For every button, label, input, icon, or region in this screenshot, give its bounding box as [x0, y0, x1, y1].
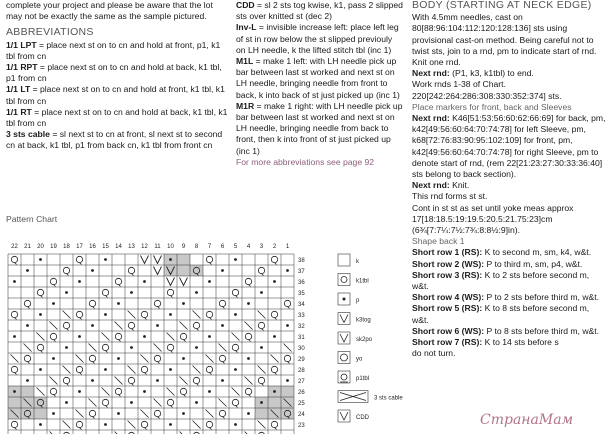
short-row-item: Short row 5 (RS): K to 8 sts before second m, w&t.	[412, 303, 590, 325]
cable-stroke	[245, 322, 253, 330]
st-st-text: This rnd forms st st.	[412, 191, 488, 202]
cable-stroke	[258, 311, 266, 319]
k1tbl-symbol	[206, 256, 212, 262]
row-number: 27	[298, 379, 305, 385]
short-row-item: Short row 7 (RS): K to 14 sts before s	[412, 337, 559, 348]
purl-dot	[117, 302, 120, 305]
purl-dot	[169, 423, 172, 426]
cable-stroke	[102, 333, 110, 341]
legend-swatch	[338, 371, 350, 383]
cable-stroke	[50, 377, 58, 385]
column-number: 2	[272, 244, 277, 250]
k1tbl-symbol	[11, 256, 17, 262]
legend-label: yo	[356, 356, 363, 363]
purl-dot	[78, 280, 81, 283]
k1tbl-symbol	[232, 399, 238, 405]
k1tbl-symbol	[271, 311, 277, 317]
purl-dot	[117, 412, 120, 415]
cable-stroke	[193, 311, 201, 319]
purl-dot	[91, 324, 94, 327]
cable-stroke	[11, 355, 19, 363]
purl-dot	[78, 335, 81, 338]
purl-dot	[52, 412, 55, 415]
purl-dot	[39, 368, 42, 371]
cable-stroke	[115, 322, 123, 330]
purl-dot	[208, 390, 211, 393]
purl-dot	[143, 335, 146, 338]
k1tbl-symbol	[128, 322, 134, 328]
cable-stroke	[141, 410, 149, 418]
legend-label: k1tbl	[356, 278, 369, 285]
cable-stroke	[206, 355, 214, 363]
purl-dot	[52, 357, 55, 360]
row-number: 33	[298, 313, 305, 319]
k1tbl-symbol	[206, 366, 212, 372]
purl-dot	[91, 379, 94, 382]
purl-dot	[234, 258, 237, 261]
place-markers-subheading: Place markers for front, back and Sleeves	[412, 101, 572, 112]
cable-stroke	[284, 344, 292, 352]
cast-on-text: With 4.5mm needles, cast on 80[88:96:104:112:120:128:136] sts using provisional cast-on method. Being careful not to twist sts, join to a rnd, pm to indicate start of rnd.	[412, 12, 597, 56]
cable-stroke	[76, 355, 84, 363]
cable-stroke	[219, 344, 227, 352]
cable-stroke	[167, 333, 175, 341]
cable-stroke	[193, 421, 201, 429]
purl-dot	[234, 313, 237, 316]
column-number: 16	[89, 244, 96, 250]
cable-stroke	[128, 421, 136, 429]
more-abbreviations-link[interactable]: For more abbreviations see page 92	[236, 156, 375, 167]
column-number: 11	[154, 244, 161, 250]
k1tbl-symbol	[63, 267, 69, 273]
purl-dot	[286, 269, 289, 272]
pattern-chart	[6, 240, 466, 434]
k1tbl-symbol	[167, 344, 173, 350]
purl-dot	[273, 390, 276, 393]
shaded-cell	[268, 397, 281, 408]
purl-dot	[221, 269, 224, 272]
k1tbl-symbol	[219, 410, 225, 416]
k1tbl-symbol	[102, 399, 108, 405]
cable-stroke	[63, 366, 71, 374]
k1tbl-symbol	[11, 366, 17, 372]
column-number: 14	[115, 244, 122, 250]
right-column	[412, 0, 606, 360]
purl-dot	[195, 291, 198, 294]
cable-stroke	[141, 355, 149, 363]
watermark-text: СтранаМам	[480, 412, 574, 428]
legend-swatch	[338, 352, 350, 364]
purl-dot	[143, 390, 146, 393]
cable-stroke	[180, 377, 188, 385]
legend-label: p1tbl	[356, 376, 370, 382]
purl-dot	[260, 291, 263, 294]
column-number: 6	[220, 244, 225, 250]
purl-dot	[221, 379, 224, 382]
k1tbl-symbol	[193, 322, 199, 328]
k1tbl-symbol	[76, 256, 82, 262]
k1tbl-symbol	[89, 300, 95, 306]
shaded-cell	[281, 386, 294, 397]
next-rnd-1: Next rnd: (P1, k3, k1tbl) to end.	[412, 68, 534, 79]
legend-label: p	[356, 298, 360, 304]
shaded-cell	[21, 408, 34, 419]
cable-stroke	[167, 388, 175, 396]
cable-stroke	[63, 311, 71, 319]
purl-dot	[26, 269, 29, 272]
k1tbl-symbol	[167, 289, 173, 295]
k1tbl-symbol	[206, 311, 212, 317]
purl-dot	[169, 368, 172, 371]
purl-dot	[182, 302, 185, 305]
cable-stroke	[193, 366, 201, 374]
purl-dot	[286, 324, 289, 327]
purl-dot	[104, 423, 107, 426]
row-number: 31	[298, 335, 305, 341]
pattern-chart-heading: Pattern Chart	[6, 214, 58, 224]
k1tbl-symbol	[167, 399, 173, 405]
purl-dot	[52, 302, 55, 305]
cable-stroke	[232, 333, 240, 341]
abbreviation-item: M1R = make 1 right: with LH needle pick up bar between last st worked and next st on LH needle, bringing needle from back to front, then k into front of st just picked up (inc 1)	[236, 100, 403, 156]
k1tbl-symbol	[154, 410, 160, 416]
column-number: 22	[11, 244, 18, 250]
k1tbl-symbol	[245, 333, 251, 339]
column-number: 21	[24, 244, 31, 250]
purl-dot	[182, 412, 185, 415]
work-rnds-text: Work rnds 1-38 of Chart.	[412, 79, 506, 90]
k1tbl-symbol	[154, 300, 160, 306]
k1tbl-symbol	[180, 333, 186, 339]
short-row-item: Short row 2 (WS): P to third m, sm, p4, w&t.	[412, 258, 583, 269]
cable-stroke	[89, 399, 97, 407]
purl-dot	[26, 324, 29, 327]
column-number: 5	[233, 244, 238, 250]
purl-dot	[286, 379, 289, 382]
k1tbl-symbol	[89, 355, 95, 361]
shaded-cell	[190, 265, 203, 276]
column-number: 15	[102, 244, 109, 250]
purl-dot	[91, 269, 94, 272]
cable-stroke	[37, 333, 45, 341]
k1tbl-symbol	[180, 388, 186, 394]
column-number: 20	[37, 244, 44, 250]
column-number: 7	[207, 244, 212, 250]
k1tbl-symbol	[50, 278, 56, 284]
abbreviation-item: 1/1 RT = place next st on to cn and hold at back, k1 tbl, k1 tbl from cn	[6, 106, 228, 129]
purl-dot	[234, 423, 237, 426]
shape-back-subheading: Shape back 1	[412, 236, 465, 247]
cable-stroke	[37, 388, 45, 396]
column-number: 1	[285, 244, 290, 250]
k1tbl-symbol	[141, 366, 147, 372]
next-rnd-2: Next rnd: K46[51:53:56:60:62:66:69] for back, pm, k42[49:56:60:64:70:74:78] for left Sleeve, pm, k68[72:76:83:90:95:102:109] for front, pm, k42[49:56:60:64:70:74:78] for right Sleeve, pm to denote start of rnd, (rem 22[21:23:27:30:33:36:40] sts belong to back section).	[412, 113, 606, 180]
purl-dot	[39, 258, 42, 261]
k1tbl-symbol	[24, 355, 30, 361]
k1tbl-symbol	[219, 300, 225, 306]
k1tbl-symbol	[245, 388, 251, 394]
legend-swatch	[338, 274, 350, 286]
purl-dot	[13, 280, 16, 283]
purl-dot	[234, 368, 237, 371]
k1tbl-symbol	[76, 311, 82, 317]
purl-dot	[104, 368, 107, 371]
purl-dot	[247, 302, 250, 305]
purl-dot	[247, 357, 250, 360]
k1tbl-symbol	[50, 388, 56, 394]
shaded-cell	[177, 265, 190, 276]
purl-dot	[156, 379, 159, 382]
column-number: 12	[141, 244, 148, 250]
cable-stroke	[232, 388, 240, 396]
purl-dot	[182, 357, 185, 360]
column-number: 8	[194, 244, 199, 250]
cable-stroke	[76, 410, 84, 418]
do-not-turn: do not turn.	[412, 348, 456, 359]
cable-stroke	[128, 311, 136, 319]
purl-dot	[65, 346, 68, 349]
row-number: 25	[298, 401, 305, 407]
intro-text: complete your project and please be aware that the lot may not be exactly the same as the sample pictured.	[6, 0, 213, 22]
abbreviation-item: M1L = make 1 left: with LH needle pick up bar between last st worked and next st on LH needle, bringing needle from front to back, k into back of st just picked up (inc 1)	[236, 56, 400, 100]
purl-dot	[195, 346, 198, 349]
row-number: 32	[298, 324, 305, 330]
shaded-cell	[255, 408, 268, 419]
watermark-logo	[470, 404, 610, 434]
short-row-list	[412, 247, 606, 348]
purl-dot	[208, 280, 211, 283]
shaded-cell	[34, 397, 47, 408]
cdd-symbol	[180, 278, 188, 286]
column-number: 18	[63, 244, 70, 250]
purl-dot	[247, 412, 250, 415]
purl-dot	[273, 335, 276, 338]
cable-stroke	[258, 366, 266, 374]
purl-dot	[143, 280, 146, 283]
k1tbl-symbol	[115, 278, 121, 284]
k1tbl-symbol	[63, 377, 69, 383]
row-number: 26	[298, 390, 305, 396]
k1tbl-symbol	[24, 300, 30, 306]
purl-dot	[117, 357, 120, 360]
k1tbl-symbol	[232, 289, 238, 295]
abbreviation-list	[6, 40, 228, 152]
row-number: 24	[298, 412, 305, 418]
abbreviation-item: Inv-L = invisible increase left: place left leg of st in row below the st slipped previouly on LH needle, k the lifted stitch tbl (inc 1)	[236, 22, 399, 55]
cable-stroke	[245, 377, 253, 385]
cdd-symbol	[141, 256, 149, 264]
legend-label: 3 sts cable	[374, 395, 403, 402]
legend-label: k3tog	[356, 317, 371, 324]
purl-dot	[195, 401, 198, 404]
abbreviation-item: 1/1 RPT = place next st on to cn and hold at back, k1 tbl, p1 from cn	[6, 62, 222, 84]
cable-stroke	[63, 421, 71, 429]
k1tbl-symbol	[141, 421, 147, 427]
column-number: 4	[246, 244, 251, 250]
k1tbl-symbol	[232, 344, 238, 350]
column-number: 17	[76, 244, 83, 250]
purl-dot	[169, 258, 172, 261]
stitch-count: 220[242:264:286:308:330:352:374] sts.	[412, 90, 562, 101]
short-row-item: Short row 6 (WS): P to 8 sts before third m, w&t.	[412, 325, 600, 336]
column-number: 10	[167, 244, 174, 250]
cable-stroke	[154, 344, 162, 352]
k1tbl-symbol	[206, 421, 212, 427]
cable-stroke	[154, 399, 162, 407]
legend-label: CDD	[356, 415, 369, 421]
cdd-symbol	[154, 267, 162, 275]
k1tbl-symbol	[271, 421, 277, 427]
purl-dot	[39, 313, 42, 316]
cdd-symbol	[167, 278, 175, 286]
purl-dot	[221, 324, 224, 327]
k1tbl-symbol	[154, 355, 160, 361]
k1tbl-symbol	[128, 377, 134, 383]
cable-stroke	[89, 344, 97, 352]
column-number: 3	[259, 244, 264, 250]
short-row-item: Short row 1 (RS): K to second m, sm, k4, w&t.	[412, 247, 592, 258]
middle-column	[236, 0, 404, 168]
k1tbl-symbol	[89, 410, 95, 416]
k1tbl-symbol	[245, 278, 251, 284]
k1tbl-symbol	[271, 366, 277, 372]
cable-stroke	[102, 388, 110, 396]
column-number: 19	[50, 244, 57, 250]
legend-dot-symbol	[343, 298, 346, 301]
purl-dot	[260, 346, 263, 349]
k1tbl-symbol	[37, 344, 43, 350]
k1tbl-symbol	[11, 311, 17, 317]
shaded-cell	[8, 397, 21, 408]
purl-dot	[208, 335, 211, 338]
body-heading: BODY (STARTING AT NECK EDGE)	[412, 0, 592, 11]
k1tbl-symbol	[76, 421, 82, 427]
purl-dot	[65, 291, 68, 294]
row-number: 28	[298, 368, 305, 374]
cable-stroke	[258, 421, 266, 429]
cable-stroke	[115, 377, 123, 385]
purl-dot	[13, 335, 16, 338]
row-number: 38	[298, 258, 305, 264]
row-number: 29	[298, 357, 305, 363]
k1tbl-symbol	[102, 289, 108, 295]
k1tbl-symbol	[258, 322, 264, 328]
purl-dot	[78, 390, 81, 393]
row-number: 34	[298, 302, 305, 308]
abbreviation-list-2	[236, 0, 404, 157]
short-row-item: Short row 4 (WS): P to 2 sts before third m, w&t.	[412, 292, 600, 303]
cable-stroke	[219, 399, 227, 407]
k1tbl-symbol	[258, 377, 264, 383]
cdd-symbol	[154, 256, 162, 264]
row-number: 23	[298, 423, 305, 429]
k1tbl-symbol	[102, 344, 108, 350]
purl-dot	[130, 346, 133, 349]
purl-dot	[65, 401, 68, 404]
cable-stroke	[206, 410, 214, 418]
cont-text: Cont in st st as set until yoke meas approx 17[18:18.5:19:19.5:20.5:21.75:23]cm (6¾[7:7¼:7½:7¾:8:8½:9]in).	[412, 202, 574, 236]
purl-dot	[156, 324, 159, 327]
purl-dot	[130, 291, 133, 294]
purl-dot	[104, 313, 107, 316]
cable-stroke	[128, 366, 136, 374]
purl-dot	[104, 258, 107, 261]
row-number: 35	[298, 291, 305, 297]
purl-dot	[13, 390, 16, 393]
k1tbl-symbol	[284, 355, 290, 361]
k1tbl-symbol	[37, 289, 43, 295]
k1tbl-symbol	[258, 267, 264, 273]
purl-dot	[26, 379, 29, 382]
k1tbl-symbol	[76, 366, 82, 372]
k1tbl-symbol	[141, 311, 147, 317]
k1tbl-symbol	[115, 388, 121, 394]
abbreviation-item: 1/1 LPT = place next st on to cn and hold at front, p1, k1 tbl from cn	[6, 39, 221, 61]
shaded-cell	[177, 254, 190, 265]
purl-dot	[130, 401, 133, 404]
legend-swatch	[338, 254, 350, 266]
knit-one-rnd: Knit one rnd.	[412, 57, 461, 68]
shaded-cell	[34, 408, 47, 419]
k1tbl-symbol	[284, 300, 290, 306]
column-number: 9	[181, 244, 186, 250]
cable-stroke	[24, 344, 32, 352]
purl-dot	[169, 313, 172, 316]
purl-dot	[39, 423, 42, 426]
k1tbl-symbol	[63, 322, 69, 328]
purl-dot	[273, 280, 276, 283]
cable-stroke	[271, 355, 279, 363]
abbreviations-heading: ABBREVIATIONS	[6, 26, 94, 39]
next-rnd-3: Next rnd: Knit.	[412, 180, 470, 191]
k1tbl-symbol	[115, 333, 121, 339]
k1tbl-symbol	[219, 355, 225, 361]
shaded-cell	[281, 408, 294, 419]
column-number: 13	[128, 244, 135, 250]
k1tbl-symbol	[128, 267, 134, 273]
k1tbl-symbol	[271, 256, 277, 262]
abbreviation-item: 3 sts cable = sl next st to cn at front, sl next st to second cn at back, k1 tbl, p1 from back cn, k1 tbl from front cn	[6, 129, 223, 151]
short-row-item: Short row 3 (RS): K to 2 sts before second m, w&t.	[412, 269, 590, 292]
k1tbl-symbol	[193, 377, 199, 383]
legend-label: k	[356, 259, 359, 265]
row-number: 36	[298, 280, 305, 286]
shaded-cell	[21, 386, 34, 397]
left-column	[6, 0, 228, 152]
legend-label: sk2po	[356, 337, 373, 343]
row-number: 37	[298, 269, 305, 275]
k1tbl-symbol	[50, 333, 56, 339]
purl-dot	[260, 401, 263, 404]
k1tbl-symbol	[11, 421, 17, 427]
abbreviation-item: CDD = sl 2 sts tog kwise, k1, pass 2 slipped sts over knitted st (dec 2)	[236, 0, 403, 22]
cable-stroke	[180, 322, 188, 330]
cable-stroke	[50, 322, 58, 330]
row-number: 30	[298, 346, 305, 352]
abbreviation-item: 1/1 LT = place next st on to cn and hold at front, k1 tbl, k1 tbl from cn	[6, 84, 225, 106]
